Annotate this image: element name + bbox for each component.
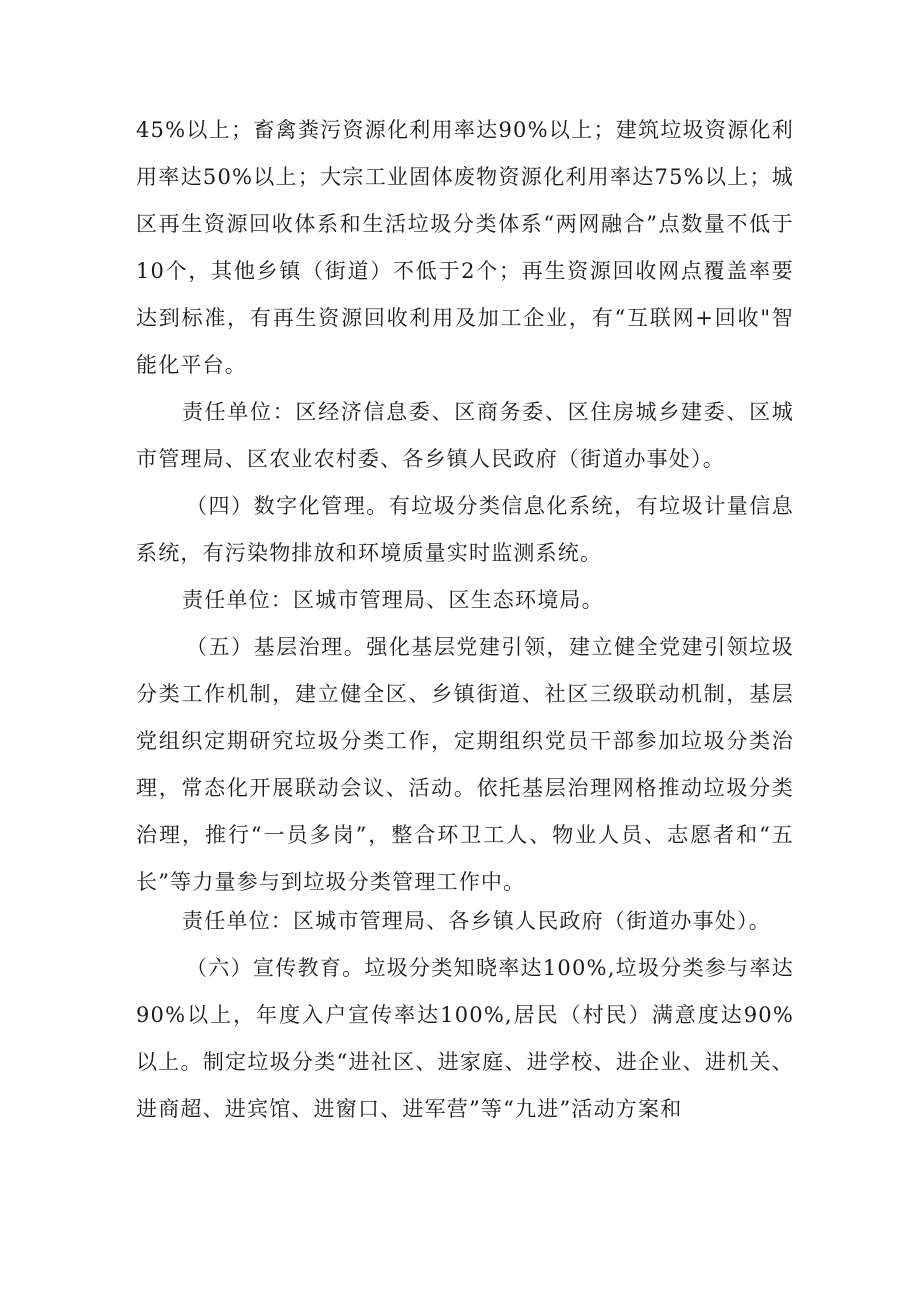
paragraph-section-6-publicity-education: （六）宣传教育。垃圾分类知晓率达100%,垃圾分类参与率达90%以上，年度入户宣传率达100%,居民（村民）满意度达90%以上。制定垃圾分类“进社区、进家庭、进学校、进企业、进机关、进商超、进宾馆、进窗口、进军营”等“九进”活动方案和: [136, 956, 794, 1121]
paragraph-targets-continued: 45%以上；畜禽粪污资源化利用率达90%以上；建筑垃圾资源化利用率达50%以上；大宗工业固体废物资源化利用率达75%以上；城区再生资源回收体系和生活垃圾分类体系“两网融合”点数量不低于10个，其他乡镇（街道）不低于2个；再生资源回收网点覆盖率要达到标准，有再生资源回收利用及加工企业，有“互联网+回收"智能化平台。: [136, 118, 794, 377]
paragraph-section-4-digital-management: （四）数字化管理。有垃圾分类信息化系统，有垃圾计量信息系统，有污染物排放和环境质量实时监测系统。: [136, 494, 794, 565]
document-body: [136, 107, 794, 1133]
paragraph-responsibility-3: 责任单位：区经济信息委、区商务委、区住房城乡建委、区城市管理局、区农业农村委、各乡镇人民政府（街道办事处）。: [136, 400, 794, 471]
paragraph-responsibility-5: 责任单位：区城市管理局、各乡镇人民政府（街道办事处）。: [182, 909, 771, 933]
paragraph-responsibility-4: 责任单位：区城市管理局、区生态环境局。: [182, 588, 604, 612]
paragraph-section-5-grassroots-governance: （五）基层治理。强化基层党建引领，建立健全党建引领垃圾分类工作机制，建立健全区、乡镇街道、社区三级联动机制，基层党组织定期研究垃圾分类工作，定期组织党员干部参加垃圾分类治理，常态化开展联动会议、活动。依托基层治理网格推动垃圾分类治理，推行“一员多岗”，整合环卫工人、物业人员、志愿者和“五长”等力量参与到垃圾分类管理工作中。: [136, 635, 794, 894]
